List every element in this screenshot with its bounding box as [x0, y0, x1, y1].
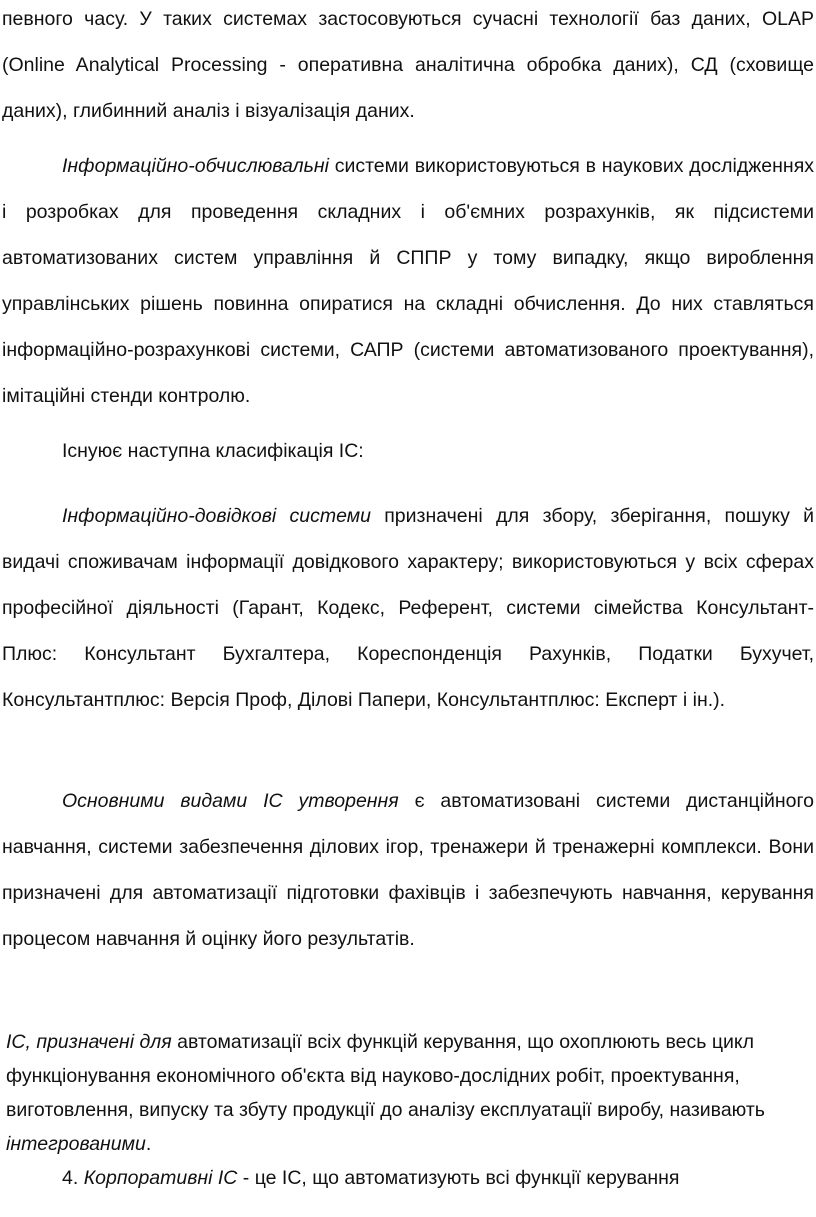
paragraph-integrated-systems [6, 1025, 816, 1161]
paragraph-text: певного часу. У таких системах застосовуються сучасні технології баз даних, OLAP (Online Analytical Processing - оперативна аналітична обробка даних), СД (сховище даних), глибинний аналіз і візуалізація даних. [2, 8, 814, 122]
paragraph-corporate-systems [62, 1161, 812, 1195]
list-number: 4. [62, 1167, 84, 1189]
paragraph-end: . [145, 1133, 152, 1155]
paragraph-classification-heading [2, 428, 814, 474]
paragraph-text: автоматизації всіх функцій керування, що охоплюють весь цикл функціонування економічного об'єкта від науково-дослідних робіт, проектування, виготовлення, випуску та збуту продукції до аналізу експлуатації виробу, називають [6, 1031, 765, 1121]
italic-term: Інформаційно-довідкові системи [62, 505, 371, 527]
italic-term-integrated: інтегрованими [6, 1133, 146, 1155]
italic-term: Основними видами ІС утворення [62, 790, 399, 812]
italic-term: Корпоративні ІС [83, 1167, 238, 1189]
paragraph-text: призначені для збору, зберігання, пошуку й видачі споживачам інформації довідкового характеру; використовуються у всіх сферах професійної діяльності (Гарант, Кодекс, Референт, системи сімейства Консультант- Плюс: Консультант Бухгалтера, Кореспонденція Рахунків, Податки Бухучет, Консультантплюс: Версія Проф, Ділові Папери, Консультантплюс: Експерт і ін.). [2, 505, 815, 711]
paragraph-computational-systems [2, 143, 814, 419]
italic-term: ІС, призначені для [6, 1031, 172, 1053]
paragraph-text: Існуює наступна класифікація ІС: [62, 440, 364, 462]
paragraph-reference-systems [2, 493, 814, 723]
paragraph-text: системи використовуються в наукових дослідженнях і розробках для проведення складних і об'ємних розрахунків, як підсистеми автоматизованих систем управління й СППР у тому випадку, якщо вироблення управлінських рішень повинна опиратися на складні обчислення. До них ставляться інформаційно-розрахункові системи, САПР (системи автоматизованого проектування), імітаційні стенди контролю. [2, 155, 814, 407]
paragraph-text: є автоматизовані системи дистанційного навчання, системи забезпечення ділових ігор, тренажери й тренажерні комплекси. Вони призначені для автоматизації підготовки фахівців і забезпечують навчання, керування процесом навчання й оцінку його результатів. [2, 790, 815, 950]
italic-term: Інформаційно-обчислювальні [62, 155, 329, 177]
paragraph-education-systems [2, 778, 814, 962]
paragraph-text: - це ІС, що автоматизують всі функції керування [237, 1167, 680, 1189]
paragraph-olap [2, 0, 814, 134]
